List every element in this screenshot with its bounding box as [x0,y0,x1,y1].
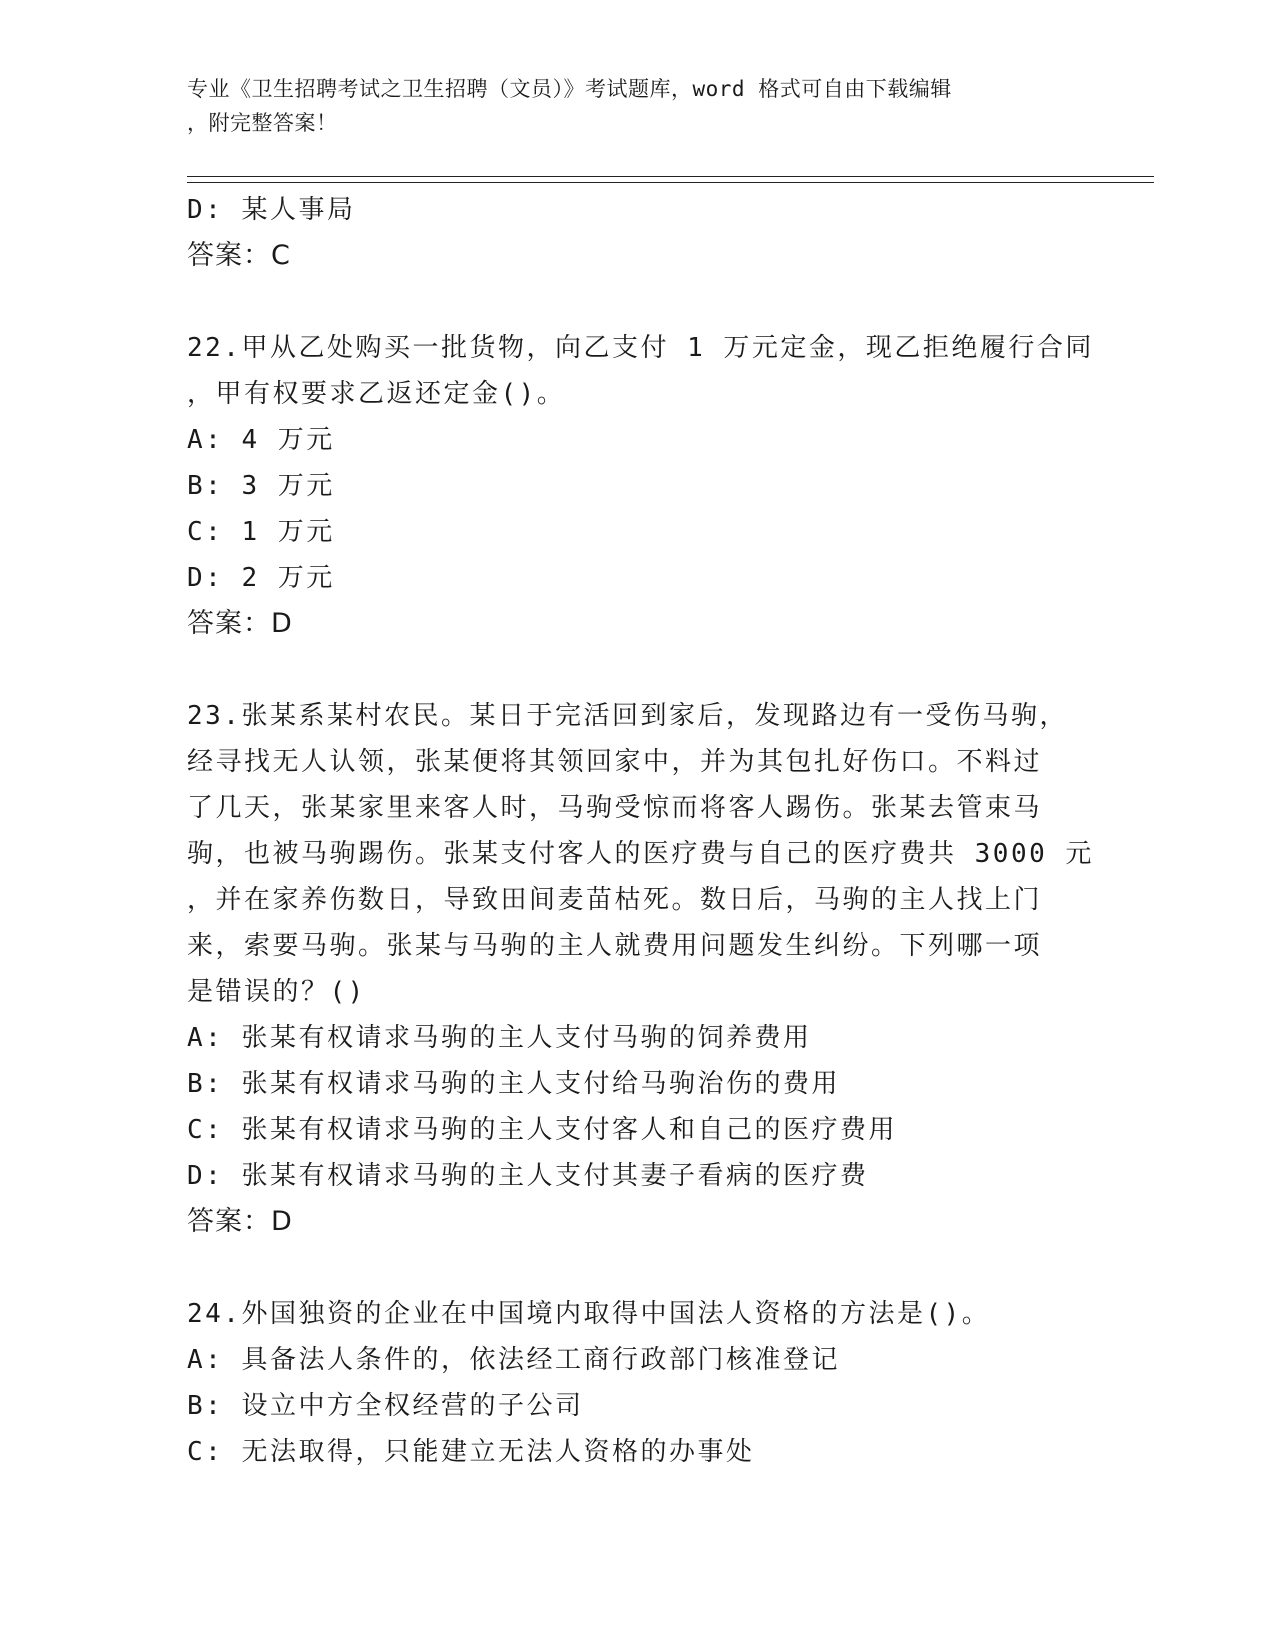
option-b: B: 张某有权请求马驹的主人支付给马驹治伤的费用 [187,1069,840,1099]
option-c: C: 无法取得，只能建立无法人资格的办事处 [187,1437,755,1467]
question-stem-line: 了几天，张某家里来客人时，马驹受惊而将客人踢伤。张某去管束马 [187,793,1043,823]
option-d: D: 张某有权请求马驹的主人支付其妻子看病的医疗费 [187,1161,869,1191]
question-stem-line: 23.张某系某村农民。某日于完活回到家后，发现路边有一受伤马驹， [187,701,1068,731]
question-stem-line: 经寻找无人认领，张某便将其领回家中，并为其包扎好伤口。不料过 [187,747,1043,777]
prev-answer: 答案：C [187,240,291,271]
header-rule-top [187,176,1154,177]
spacer [187,1245,1087,1291]
answer: 答案：D [187,1206,293,1237]
prev-option-d: D: 某人事局 [187,195,356,225]
header-line-1: 专业《卫生招聘考试之卫生招聘（文员）》考试题库，word 格式可自由下载编辑 [187,77,952,101]
header-rule-bottom [187,182,1154,183]
question-stem-line: 22.甲从乙处购买一批货物，向乙支付 1 万元定金，现乙拒绝履行合同 [187,333,1094,363]
question-stem-line: ，并在家养伤数日，导致田间麦苗枯死。数日后，马驹的主人找上门 [187,885,1043,915]
option-b: B: 设立中方全权经营的子公司 [187,1391,584,1421]
question-content [187,187,1094,1475]
option-c: C: 张某有权请求马驹的主人支付客人和自己的医疗费用 [187,1115,897,1145]
spacer [187,279,1087,325]
option-c: C: 1 万元 [187,517,335,547]
header-line-2: ，附完整答案！ [187,111,338,135]
question-stem-line: 来，索要马驹。张某与马驹的主人就费用问题发生纠纷。下列哪一项 [187,931,1043,961]
question-stem-line: ，甲有权要求乙返还定金()。 [187,379,566,409]
option-a: A: 4 万元 [187,425,335,455]
question-23 [187,693,1094,1245]
question-24 [187,1291,1087,1475]
question-22 [187,325,1094,647]
spacer [187,647,1087,693]
option-d: D: 2 万元 [187,563,335,593]
option-a: A: 张某有权请求马驹的主人支付马驹的饲养费用 [187,1023,812,1053]
question-stem-line: 24.外国独资的企业在中国境内取得中国法人资格的方法是()。 [187,1299,991,1329]
question-stem-line: 驹，也被马驹踢伤。张某支付客人的医疗费与自己的医疗费共 3000 元 [187,839,1094,869]
document-header [187,72,1067,140]
option-b: B: 3 万元 [187,471,335,501]
answer: 答案：D [187,608,293,639]
option-a: A: 具备法人条件的，依法经工商行政部门核准登记 [187,1345,840,1375]
question-stem-line: 是错误的？() [187,977,366,1007]
